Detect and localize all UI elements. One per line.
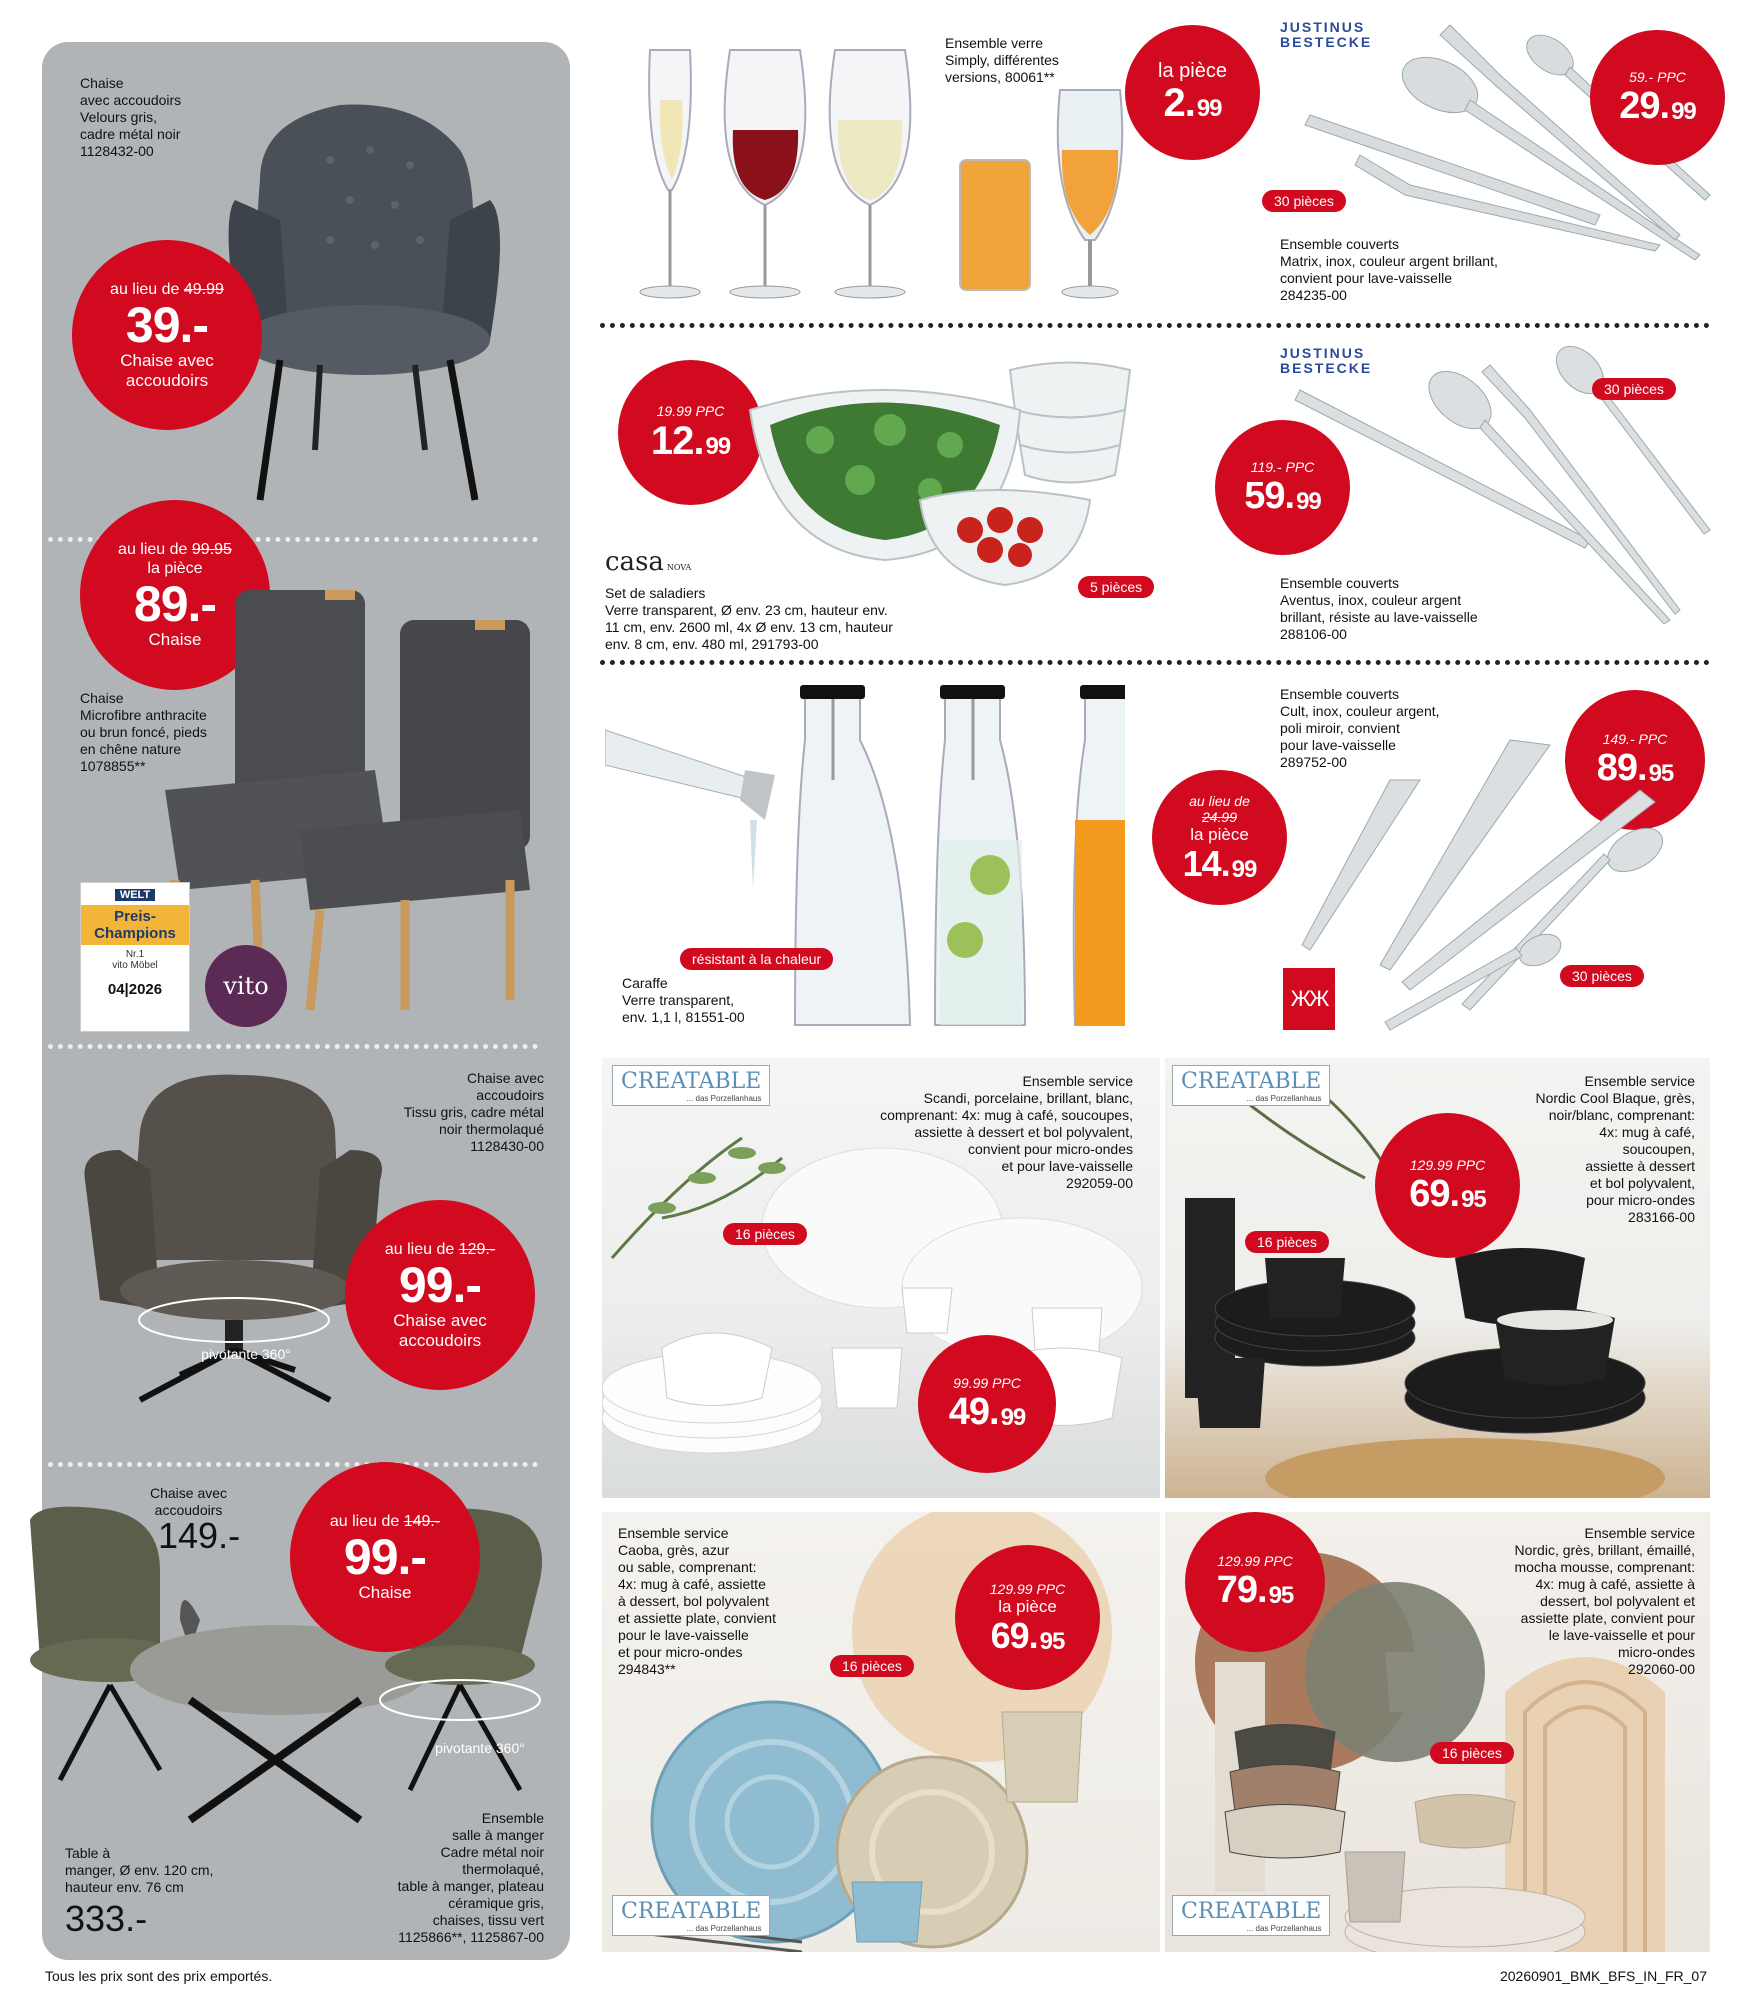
carafe-price-badge: au lieu de 24.99 la pièce 14.99 [1152, 770, 1287, 905]
table-price: 333.- [65, 1898, 148, 1939]
divider [48, 1044, 538, 1049]
chair2-description: Chaise Microfibre anthracite ou brun foncé, pieds en chêne nature 1078855** [80, 690, 207, 774]
salad-bowls-image [740, 350, 1180, 610]
footer-code: 20260901_BMK_BFS_IN_FR_07 [1499, 1968, 1707, 1984]
divider [600, 660, 1710, 665]
service3-pieces: 16 pièces [830, 1655, 914, 1677]
chair2-price-badge: au lieu de 99.95 la pièce 89.- Chaise [80, 500, 270, 690]
divider [600, 323, 1710, 328]
service1-pieces: 16 pièces [723, 1223, 807, 1245]
chair3-swivel-label: pivotante 360° [201, 1346, 291, 1362]
table-description: Table à manger, Ø env. 120 cm, hauteur env. 76 cm [65, 1845, 214, 1895]
creatable-logo: CREATABLE ... das Porzellanhaus [1172, 1065, 1330, 1106]
service4-price-badge: 129.99 PPC 79.95 [1185, 1512, 1325, 1652]
justinus-logo: JUSTINUS BESTECKE [1280, 19, 1373, 50]
cutlery1-price-badge: 59.- PPC 29.99 [1590, 30, 1725, 165]
chair1-description: Chaise avec accoudoirs Velours gris, cadre métal noir 1128432-00 [80, 75, 182, 159]
glass-price-badge: la pièce 2.99 [1125, 25, 1260, 160]
welt-award-badge: WELT Preis-Champions Nr.1 vito Möbel 04|2026 [80, 882, 190, 1032]
cutlery3-description: Ensemble couverts Cult, inox, couleur argent, poli miroir, convient pour lave-vaisselle 289752-00 [1280, 686, 1440, 770]
chair3-price-badge: au lieu de 129.- 99.- Chaise avec accoudoirs [345, 1200, 535, 1390]
service1-price-badge: 99.99 PPC 49.99 [918, 1335, 1056, 1473]
salad-price-badge: 19.99 PPC 12.99 [618, 360, 763, 505]
dining-set-description: Ensemble salle à manger Cadre métal noir thermolaqué, table à manger, plateau céramique gris, chaises, tissu vert 1125866**, 1125867-00 [397, 1810, 544, 1945]
service2-description: Ensemble service Nordic Cool Blaque, grès, noir/blanc, comprenant: 4x: mug à café, soucoupen, assiette à dessert et bol polyvalent, pour micro-ondes 283166-00 [1535, 1073, 1695, 1225]
carafe-heat-resistant: résistant à la chaleur [680, 948, 833, 970]
vito-logo: vito [205, 945, 287, 1027]
cutlery3-image [1290, 730, 1670, 1040]
cutlery3-price-badge: 149.- PPC 89.95 [1565, 690, 1705, 830]
cutlery1-pieces: 30 pièces [1262, 190, 1346, 212]
justinus-logo: JUSTINUS BESTECKE [1280, 345, 1373, 376]
divider [48, 1462, 538, 1467]
chair2-image [160, 580, 540, 1020]
chair4-price-badge: au lieu de 149.- 99.- Chaise [290, 1462, 480, 1652]
creatable-logo: CREATABLE ... das Porzellanhaus [612, 1065, 770, 1106]
service4-description: Ensemble service Nordic, grès, brillant, émaillé, mocha mousse, comprenant: 4x: mug à café, assiette à dessert, bol polyvalent et assiette plate, convient pour le lave-vaisselle et pour micro-ondes 292060-00 [1514, 1525, 1695, 1677]
cutlery2-description: Ensemble couverts Aventus, inox, couleur argent brillant, résiste au lave-vaisselle 288106-00 [1280, 575, 1478, 642]
carafe-description: Caraffe Verre transparent, env. 1,1 l, 81551-00 [622, 975, 745, 1025]
cutlery1-description: Ensemble couverts Matrix, inox, couleur argent brillant, convient pour lave-vaisselle 284235-00 [1280, 236, 1498, 303]
service3-price-badge: 129.99 PPC la pièce 69.95 [955, 1545, 1100, 1690]
creatable-logo: CREATABLE ... das Porzellanhaus [612, 1895, 770, 1936]
footer-note: Tous les prix sont des prix emportés. [45, 1968, 273, 1984]
zwilling-logo: ЖЖ [1283, 968, 1335, 1030]
chair3-description: Chaise avec accoudoirs Tissu gris, cadre métal noir thermolaqué 1128430-00 [403, 1070, 544, 1154]
salad-pieces: 5 pièces [1078, 576, 1154, 598]
cutlery3-pieces: 30 pièces [1560, 965, 1644, 987]
creatable-logo: CREATABLE ... das Porzellanhaus [1172, 1895, 1330, 1936]
chair4-swivel-label: pivotante 360° [435, 1740, 525, 1756]
glass-set-description: Ensemble verre Simply, différentes versions, 80061** [945, 35, 1059, 85]
chair4-description: Chaise avec accoudoirs [150, 1485, 228, 1518]
cutlery2-price-badge: 119.- PPC 59.99 [1215, 420, 1350, 555]
chair1-price-badge: au lieu de 49.99 39.- Chaise avec accoudoirs [72, 240, 262, 430]
chair4-price: 149.- [158, 1515, 241, 1556]
cutlery2-pieces: 30 pièces [1592, 378, 1676, 400]
glass-set-image [630, 40, 1150, 310]
service2-price-badge: 129.99 PPC 69.95 [1375, 1113, 1520, 1258]
salad-description: Set de saladiers Verre transparent, Ø env. 23 cm, hauteur env. 11 cm, env. 2600 ml, 4x Ø env. 13 cm, hauteur env. 8 cm, env. 480 ml, 291793-00 [605, 585, 893, 652]
service4-pieces: 16 pièces [1430, 1742, 1514, 1764]
service2-pieces: 16 pièces [1245, 1231, 1329, 1253]
chair1-image [220, 90, 520, 510]
service1-description: Ensemble service Scandi, porcelaine, brillant, blanc, comprenant: 4x: mug à café, soucoupes, assiette à dessert et bol polyvalent, convient pour micro-ondes et pour lave-vaisselle 292059-00 [880, 1073, 1133, 1191]
service3-description: Ensemble service Caoba, grès, azur ou sable, comprenant: 4x: mug à café, assiette à dessert, bol polyvalent et assiette plate, convient pour le lave-vaisselle et pour micro-ondes 294843** [618, 1525, 776, 1677]
casa-nova-logo: casa NOVA [605, 547, 692, 577]
